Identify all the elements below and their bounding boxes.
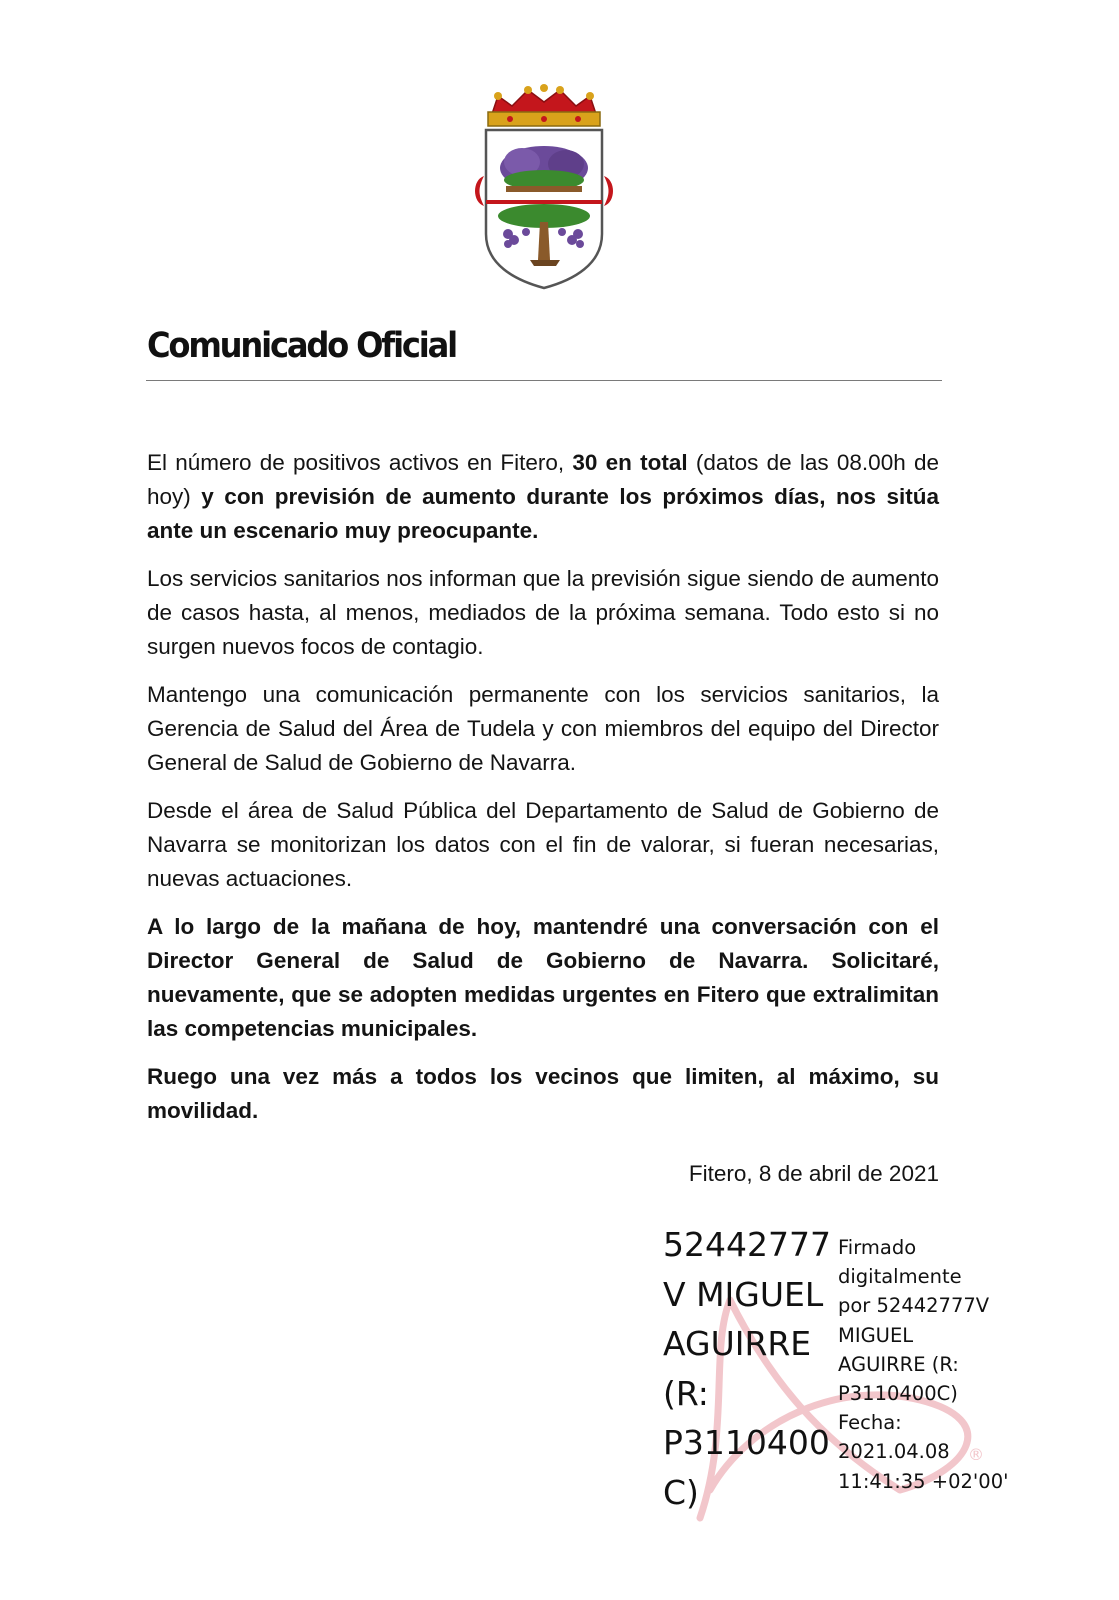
signature-detail-line: AGUIRRE (R:	[838, 1352, 959, 1376]
place-and-date: Fitero, 8 de abril de 2021	[688, 1161, 939, 1186]
bush-icon	[500, 146, 588, 192]
signature-name-line: AGUIRRE	[663, 1324, 812, 1363]
paragraph-segment: El número de positivos activos en Fitero,	[147, 450, 573, 475]
paragraph-6: Ruego una vez más a todos los vecinos que limiten, al máximo, su movilidad.	[147, 1064, 939, 1123]
signature-detail-line: MIGUEL	[838, 1323, 914, 1347]
signature-details-block	[838, 1233, 1038, 1496]
paragraph-2: Los servicios sanitarios nos informan que la previsión sigue siendo de aumento de casos hasta, al menos, mediados de la próxima semana. Todo esto si no surgen nuevos focos de contagio.	[147, 566, 939, 659]
paragraph-5: A lo largo de la mañana de hoy, mantendré una conversación con el Director General de Salud de Gobierno de Navarra. Solicitaré, nuevamente, que se adopten medidas urgentes en Fitero que extralimitan las competencias municipales.	[147, 914, 939, 1041]
signature-name-line: P3110400	[663, 1423, 830, 1462]
signature-detail-line: P3110400C)	[838, 1382, 958, 1406]
page-title: Comunicado Oficial	[147, 326, 456, 366]
paragraph-3: Mantengo una comunicación permanente con los servicios sanitarios, la Gerencia de Salud del Área de Tudela y con miembros del equipo del Director General de Salud de Gobierno de Navarra.	[147, 682, 939, 775]
signature-name-line: 52442777	[663, 1225, 831, 1264]
paragraph-segment: (datos de las 08.00h de hoy)	[147, 450, 939, 509]
paragraph-segment-bold: 30 en total	[572, 450, 688, 475]
registered-mark: ®	[968, 1445, 984, 1464]
signature-detail-line: por 52442777V	[838, 1294, 990, 1318]
coat-of-arms-icon	[470, 84, 618, 292]
paragraph-4: Desde el área de Salud Pública del Departamento de Salud de Gobierno de Navarra se monitorizan los datos con el fin de valorar, si fueran necesarias, nuevas actuaciones.	[147, 798, 939, 891]
crown-icon	[488, 84, 600, 126]
paragraph-segment-bold: y con previsión de aumento durante los próximos días, nos sitúa ante un escenario muy preocupante.	[147, 484, 939, 543]
document-body	[147, 446, 939, 1142]
signature-detail-line: 2021.04.08	[838, 1440, 950, 1464]
signature-detail-line: digitalmente	[838, 1265, 962, 1289]
signature-detail-line: Firmado	[838, 1236, 917, 1259]
paragraph-1	[147, 446, 939, 548]
signature-detail-line: Fecha:	[838, 1411, 902, 1435]
title-divider	[146, 380, 942, 381]
signature-name-line: (R:	[663, 1373, 709, 1413]
signature-name-line: V MIGUEL	[663, 1274, 824, 1314]
signature-name-line: C)	[663, 1472, 699, 1512]
signature-detail-line: 11:41:35 +02'00'	[838, 1469, 1009, 1493]
signature-name-block	[663, 1220, 843, 1517]
